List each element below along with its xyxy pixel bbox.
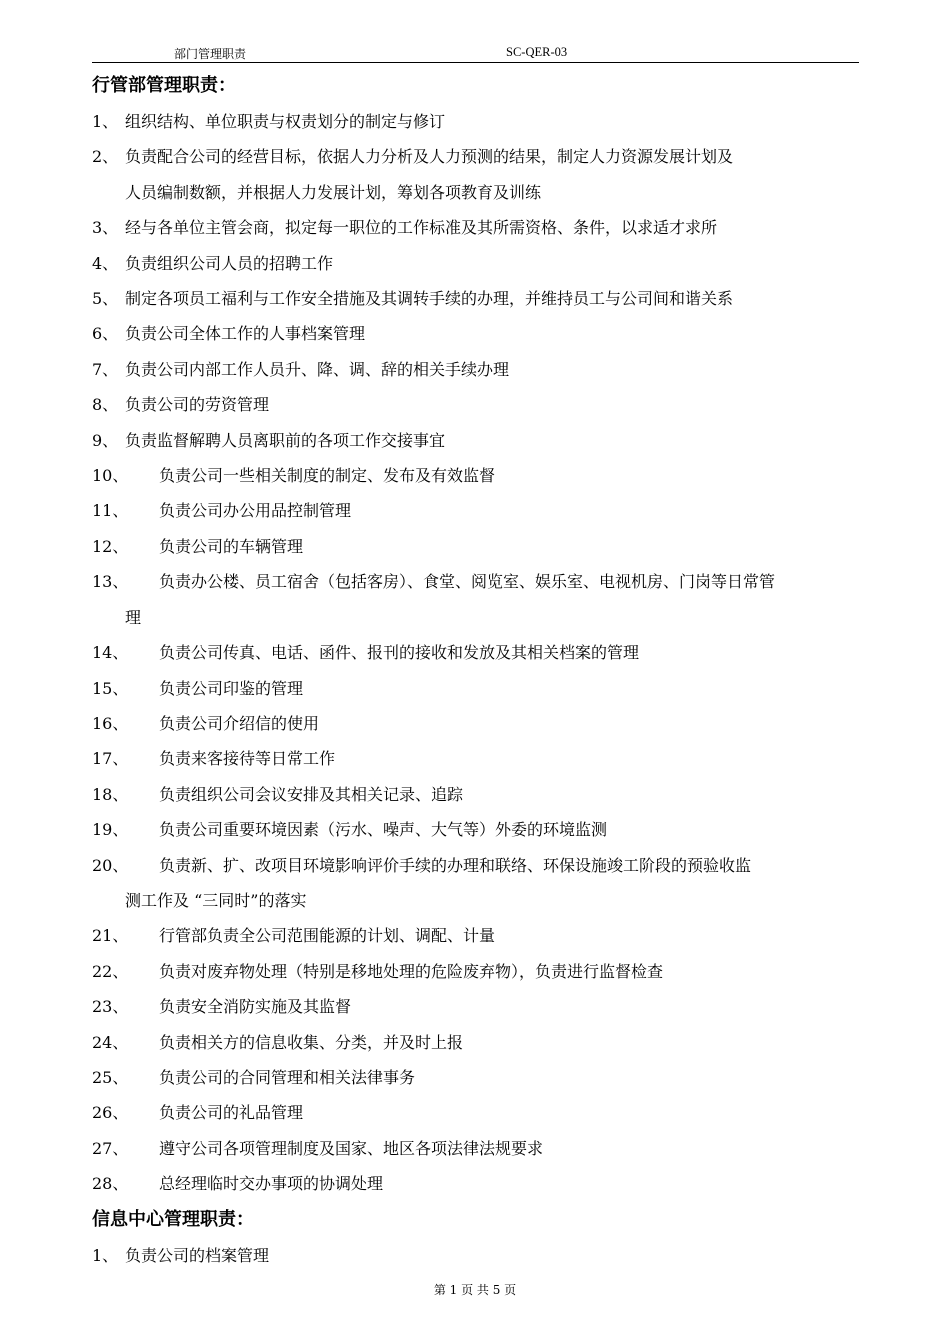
list-item xyxy=(92,671,862,706)
item-number: 10、 xyxy=(92,466,129,486)
list-item xyxy=(92,1166,862,1201)
item-number: 9、 xyxy=(92,430,119,450)
item-text: 负责公司印鉴的管理 xyxy=(159,678,304,698)
list-item xyxy=(92,281,862,316)
item-text-continued: 理 xyxy=(125,607,142,627)
item-text: 负责公司的车辆管理 xyxy=(159,536,304,556)
item-number: 12、 xyxy=(92,536,129,556)
list-item xyxy=(92,848,862,919)
page-header xyxy=(92,44,859,63)
item-text: 经与各单位主管会商，拟定每一职位的工作标准及其所需资格、条件，以求适才求所 xyxy=(125,218,718,238)
item-number: 13、 xyxy=(92,572,129,592)
item-number: 5、 xyxy=(92,289,119,309)
list-item xyxy=(92,387,862,422)
item-text: 负责监督解聘人员离职前的各项工作交接事宜 xyxy=(125,430,446,450)
item-text: 负责公司的档案管理 xyxy=(125,1245,270,1265)
item-text: 负责组织公司人员的招聘工作 xyxy=(125,253,334,273)
duty-list xyxy=(92,104,862,1202)
item-number: 15、 xyxy=(92,678,129,698)
list-item xyxy=(92,1131,862,1166)
item-text: 负责公司内部工作人员升、降、调、辞的相关手续办理 xyxy=(125,359,510,379)
item-number: 7、 xyxy=(92,359,119,379)
list-item xyxy=(92,352,862,387)
item-number: 27、 xyxy=(92,1138,129,1158)
list-item xyxy=(92,423,862,458)
list-item xyxy=(92,1060,862,1095)
list-item xyxy=(92,918,862,953)
item-number: 11、 xyxy=(92,501,129,521)
document-body xyxy=(92,68,862,1273)
page-footer: 第 1 页 共 5 页 xyxy=(433,1283,517,1297)
duty-list xyxy=(92,1238,862,1273)
item-text: 负责配合公司的经营目标，依据人力分析及人力预测的结果，制定人力资源发展计划及 xyxy=(125,147,734,167)
item-number: 17、 xyxy=(92,749,129,769)
list-item xyxy=(92,246,862,281)
list-item xyxy=(92,529,862,564)
item-text: 遵守公司各项管理制度及国家、地区各项法律法规要求 xyxy=(159,1138,544,1158)
item-text: 制定各项员工福利与工作安全措施及其调转手续的办理，并维持员工与公司间和谐关系 xyxy=(125,289,734,309)
item-text: 负责相关方的信息收集、分类，并及时上报 xyxy=(159,1032,464,1052)
item-number: 6、 xyxy=(92,324,119,344)
item-text: 负责公司的礼品管理 xyxy=(159,1103,304,1123)
list-item xyxy=(92,139,862,210)
list-item xyxy=(92,316,862,351)
item-number: 22、 xyxy=(92,961,129,981)
list-item xyxy=(92,1025,862,1060)
item-number: 23、 xyxy=(92,997,129,1017)
item-text: 负责公司的合同管理和相关法律事务 xyxy=(159,1067,416,1087)
item-number: 3、 xyxy=(92,218,119,238)
item-number: 26、 xyxy=(92,1103,129,1123)
list-item xyxy=(92,564,862,635)
list-item xyxy=(92,741,862,776)
item-text: 负责公司传真、电话、函件、报刊的接收和发放及其相关档案的管理 xyxy=(159,643,640,663)
section-title: 行管部管理职责： xyxy=(92,75,236,96)
item-text: 负责来客接待等日常工作 xyxy=(159,749,336,769)
item-number: 28、 xyxy=(92,1174,129,1194)
list-item xyxy=(92,954,862,989)
item-number: 19、 xyxy=(92,820,129,840)
list-item xyxy=(92,493,862,528)
list-item xyxy=(92,1095,862,1130)
item-text: 负责公司一些相关制度的制定、发布及有效监督 xyxy=(159,466,496,486)
list-item xyxy=(92,104,862,139)
item-text: 负责公司全体工作的人事档案管理 xyxy=(125,324,366,344)
item-text-continued: 测工作及 “三同时”的落实 xyxy=(125,890,307,910)
item-number: 20、 xyxy=(92,855,129,875)
item-text: 负责公司办公用品控制管理 xyxy=(159,501,352,521)
list-item xyxy=(92,706,862,741)
item-text: 组织结构、单位职责与权责划分的制定与修订 xyxy=(125,112,446,131)
item-number: 1、 xyxy=(92,1245,119,1265)
item-text: 负责对废弃物处理（特别是移地处理的危险废弃物），负责进行监督检查 xyxy=(159,961,664,981)
item-text: 负责安全消防实施及其监督 xyxy=(159,997,352,1017)
list-item xyxy=(92,777,862,812)
item-number: 14、 xyxy=(92,643,129,663)
item-number: 8、 xyxy=(92,395,119,415)
list-item xyxy=(92,812,862,847)
item-text: 总经理临时交办事项的协调处理 xyxy=(159,1174,384,1194)
item-number: 1、 xyxy=(92,112,119,131)
item-number: 4、 xyxy=(92,253,119,273)
item-text: 负责组织公司会议安排及其相关记录、追踪 xyxy=(159,784,464,804)
item-number: 24、 xyxy=(92,1032,129,1052)
item-number: 2、 xyxy=(92,147,119,167)
item-number: 16、 xyxy=(92,713,129,733)
item-text: 行管部负责全公司范围能源的计划、调配、计量 xyxy=(159,926,496,946)
item-text-continued: 人员编制数额，并根据人力发展计划，筹划各项教育及训练 xyxy=(125,182,542,202)
list-item xyxy=(92,210,862,245)
header-doc-code: SC-QER-03 xyxy=(506,45,568,59)
item-text: 负责办公楼、员工宿舍（包括客房）、食堂、阅览室、娱乐室、电视机房、门岗等日常管 xyxy=(159,572,776,592)
item-text: 负责公司介绍信的使用 xyxy=(159,713,320,733)
list-item xyxy=(92,458,862,493)
section-title: 信息中心管理职责： xyxy=(92,1208,254,1230)
item-number: 21、 xyxy=(92,926,129,946)
list-item xyxy=(92,989,862,1024)
item-text: 负责公司的劳资管理 xyxy=(125,395,270,415)
item-text: 负责公司重要环境因素（污水、噪声、大气等）外委的环境监测 xyxy=(159,820,608,840)
item-text: 负责新、扩、改项目环境影响评价手续的办理和联络、环保设施竣工阶段的预验收监 xyxy=(159,855,752,875)
list-item xyxy=(92,1238,862,1273)
item-number: 25、 xyxy=(92,1067,129,1087)
item-number: 18、 xyxy=(92,784,129,804)
header-doc-title: 部门管理职责 xyxy=(174,47,247,61)
list-item xyxy=(92,635,862,670)
